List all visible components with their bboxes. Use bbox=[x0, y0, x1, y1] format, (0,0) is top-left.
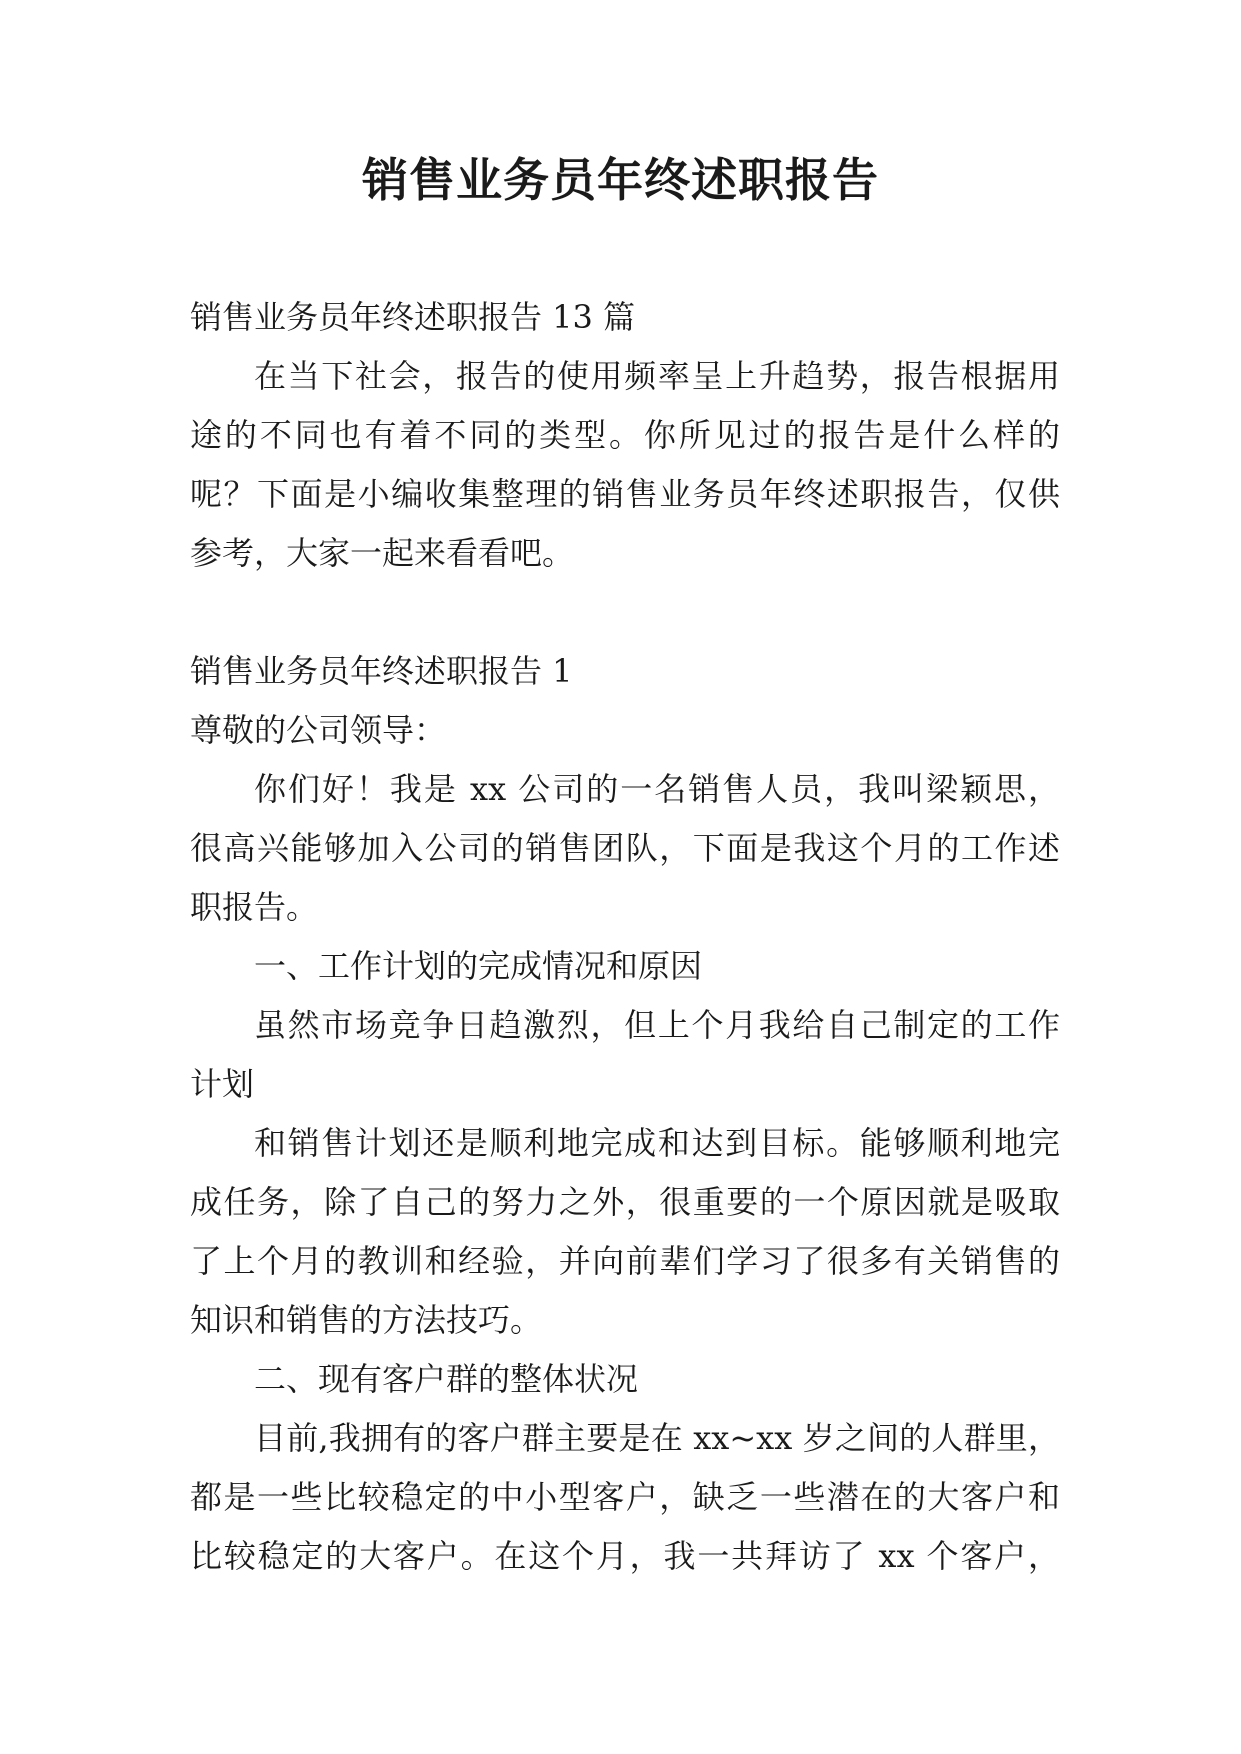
paragraph-line: 参考，大家一起来看看吧。 bbox=[190, 534, 575, 572]
paragraph-gap bbox=[190, 583, 1060, 642]
collection-heading: 销售业务员年终述职报告 13 篇 bbox=[190, 298, 636, 336]
subsection-heading: 二、现有客户群的整体状况 bbox=[254, 1360, 639, 1398]
document-body bbox=[190, 288, 1060, 1586]
salutation: 尊敬的公司领导： bbox=[190, 711, 447, 749]
paragraph-line: 呢？下面是小编收集整理的销售业务员年终述职报告，仅供 bbox=[190, 475, 1060, 513]
paragraph-line: 了上个月的教训和经验，并向前辈们学习了很多有关销售的 bbox=[190, 1242, 1060, 1280]
paragraph-line: 比较稳定的大客户。在这个月，我一共拜访了 xx 个客户， bbox=[190, 1537, 1060, 1575]
paragraph-line: 途的不同也有着不同的类型。你所见过的报告是什么样的 bbox=[190, 416, 1060, 454]
paragraph-line: 在当下社会，报告的使用频率呈上升趋势，报告根据用 bbox=[254, 357, 1060, 395]
paragraph-line: 你们好！我是 xx 公司的一名销售人员，我叫梁颖思， bbox=[254, 770, 1060, 808]
section-heading: 销售业务员年终述职报告 1 bbox=[190, 652, 573, 690]
paragraph-line: 虽然市场竞争日趋激烈，但上个月我给自己制定的工作 bbox=[254, 1006, 1060, 1044]
document-title: 销售业务员年终述职报告 bbox=[362, 153, 879, 207]
subsection-heading: 一、工作计划的完成情况和原因 bbox=[254, 947, 703, 985]
paragraph-line: 职报告。 bbox=[190, 888, 319, 926]
paragraph-line: 知识和销售的方法技巧。 bbox=[190, 1301, 543, 1339]
paragraph-line: 目前,我拥有的客户群主要是在 xx~xx 岁之间的人群里， bbox=[254, 1419, 1060, 1457]
paragraph-line: 很高兴能够加入公司的销售团队，下面是我这个月的工作述 bbox=[190, 829, 1060, 867]
paragraph-line: 成任务，除了自己的努力之外，很重要的一个原因就是吸取 bbox=[190, 1183, 1060, 1221]
paragraph-line: 都是一些比较稳定的中小型客户，缺乏一些潜在的大客户和 bbox=[190, 1478, 1060, 1516]
paragraph-line: 计划 bbox=[190, 1065, 255, 1103]
paragraph-line: 和销售计划还是顺利地完成和达到目标。能够顺利地完 bbox=[254, 1124, 1060, 1162]
